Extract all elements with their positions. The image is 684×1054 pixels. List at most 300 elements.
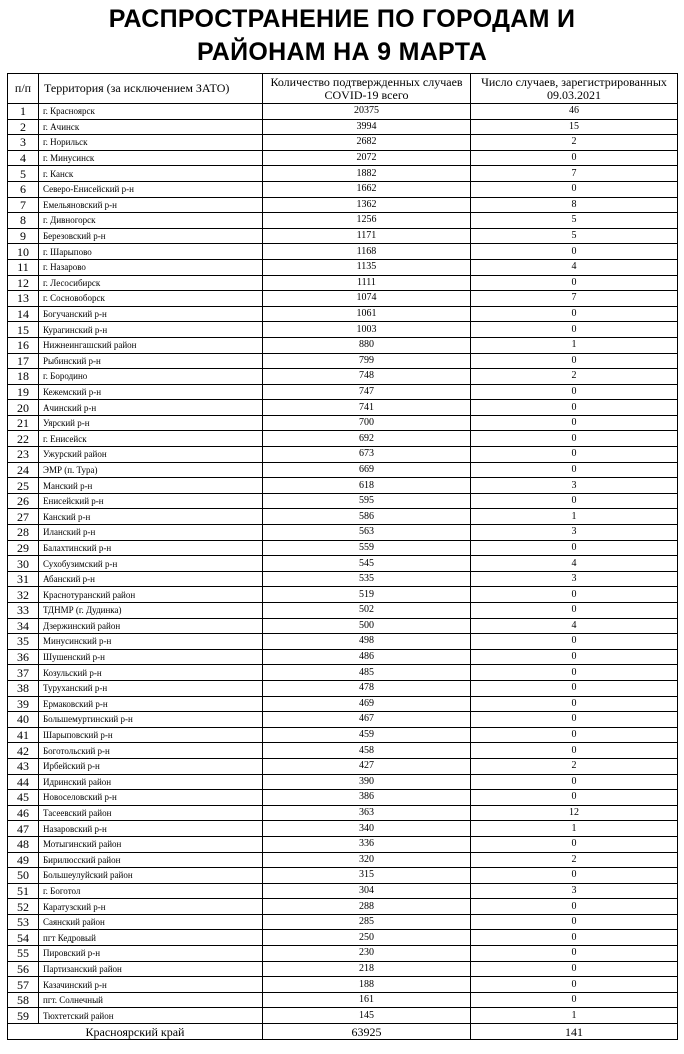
row-confirmed: 563 — [263, 525, 471, 541]
row-number: 27 — [8, 509, 39, 525]
table-row — [8, 119, 678, 135]
table-row — [8, 213, 678, 229]
row-number: 37 — [8, 665, 39, 681]
row-confirmed: 467 — [263, 712, 471, 728]
table-row — [8, 743, 678, 759]
row-daily: 0 — [471, 946, 678, 962]
row-confirmed: 545 — [263, 556, 471, 572]
table-row — [8, 400, 678, 416]
row-daily: 0 — [471, 977, 678, 993]
row-confirmed: 486 — [263, 649, 471, 665]
table-row — [8, 415, 678, 431]
row-confirmed: 1135 — [263, 259, 471, 275]
row-confirmed: 161 — [263, 992, 471, 1008]
row-territory: Нижнеингашский район — [39, 337, 263, 353]
row-confirmed: 1061 — [263, 306, 471, 322]
table-row — [8, 181, 678, 197]
row-confirmed: 386 — [263, 790, 471, 806]
row-daily: 0 — [471, 384, 678, 400]
row-number: 36 — [8, 649, 39, 665]
row-daily: 7 — [471, 166, 678, 182]
table-row — [8, 322, 678, 338]
row-territory: Балахтинский р-н — [39, 540, 263, 556]
row-territory: Шарыповский р-н — [39, 727, 263, 743]
row-number: 56 — [8, 961, 39, 977]
row-territory: Казачинский р-н — [39, 977, 263, 993]
row-daily: 0 — [471, 275, 678, 291]
row-daily: 0 — [471, 649, 678, 665]
header-row — [8, 74, 678, 104]
row-number: 54 — [8, 930, 39, 946]
row-number: 4 — [8, 150, 39, 166]
row-territory: Каратузский р-н — [39, 899, 263, 915]
row-territory: г. Енисейск — [39, 431, 263, 447]
row-territory: Партизанский район — [39, 961, 263, 977]
table-row — [8, 790, 678, 806]
row-daily: 0 — [471, 914, 678, 930]
row-territory: Богучанский р-н — [39, 306, 263, 322]
row-number: 31 — [8, 571, 39, 587]
table-row — [8, 337, 678, 353]
total-confirmed: 63925 — [263, 1024, 471, 1040]
row-territory: Дзержинский район — [39, 618, 263, 634]
row-territory: Туруханский р-н — [39, 680, 263, 696]
table-row — [8, 930, 678, 946]
row-daily: 0 — [471, 462, 678, 478]
document-title — [0, 3, 684, 69]
table-row — [8, 104, 678, 120]
row-number: 23 — [8, 447, 39, 463]
row-number: 30 — [8, 556, 39, 572]
table-row — [8, 805, 678, 821]
row-number: 22 — [8, 431, 39, 447]
row-territory: Ачинский р-н — [39, 400, 263, 416]
row-territory: Манский р-н — [39, 478, 263, 494]
row-territory: Абанский р-н — [39, 571, 263, 587]
row-number: 16 — [8, 337, 39, 353]
row-confirmed: 1111 — [263, 275, 471, 291]
row-confirmed: 880 — [263, 337, 471, 353]
table-row — [8, 259, 678, 275]
row-number: 34 — [8, 618, 39, 634]
row-number: 24 — [8, 462, 39, 478]
row-daily: 0 — [471, 774, 678, 790]
row-territory: Сухобузимский р-н — [39, 556, 263, 572]
row-territory: Уярский р-н — [39, 415, 263, 431]
row-daily: 1 — [471, 821, 678, 837]
row-number: 39 — [8, 696, 39, 712]
row-daily: 4 — [471, 556, 678, 572]
table-footer — [8, 1024, 678, 1040]
row-daily: 0 — [471, 899, 678, 915]
row-territory: Большеулуйский район — [39, 868, 263, 884]
table-row — [8, 369, 678, 385]
row-confirmed: 1171 — [263, 228, 471, 244]
row-confirmed: 288 — [263, 899, 471, 915]
row-territory: Рыбинский р-н — [39, 353, 263, 369]
row-daily: 0 — [471, 790, 678, 806]
row-number: 13 — [8, 291, 39, 307]
row-confirmed: 700 — [263, 415, 471, 431]
row-territory: Березовский р-н — [39, 228, 263, 244]
row-daily: 0 — [471, 696, 678, 712]
row-territory: Бирилюсский район — [39, 852, 263, 868]
table-row — [8, 961, 678, 977]
row-territory: пгт Кедровый — [39, 930, 263, 946]
row-daily: 3 — [471, 525, 678, 541]
table-row — [8, 478, 678, 494]
row-territory: Шушенский р-н — [39, 649, 263, 665]
row-daily: 0 — [471, 930, 678, 946]
row-daily: 0 — [471, 415, 678, 431]
table-row — [8, 899, 678, 915]
table-row — [8, 493, 678, 509]
row-number: 10 — [8, 244, 39, 260]
table-row — [8, 556, 678, 572]
row-number: 58 — [8, 992, 39, 1008]
row-territory: г. Бородино — [39, 369, 263, 385]
row-confirmed: 669 — [263, 462, 471, 478]
row-daily: 0 — [471, 244, 678, 260]
row-territory: г. Лесосибирск — [39, 275, 263, 291]
row-territory: Краснотуранский район — [39, 587, 263, 603]
row-confirmed: 519 — [263, 587, 471, 603]
row-number: 49 — [8, 852, 39, 868]
row-territory: г. Красноярск — [39, 104, 263, 120]
table-row — [8, 696, 678, 712]
row-confirmed: 469 — [263, 696, 471, 712]
row-number: 25 — [8, 478, 39, 494]
table-row — [8, 680, 678, 696]
table-row — [8, 447, 678, 463]
header-num: п/п — [8, 74, 39, 104]
row-number: 11 — [8, 259, 39, 275]
row-number: 47 — [8, 821, 39, 837]
row-territory: Курагинский р-н — [39, 322, 263, 338]
row-number: 45 — [8, 790, 39, 806]
table-row — [8, 135, 678, 151]
table-row — [8, 977, 678, 993]
row-daily: 0 — [471, 836, 678, 852]
row-number: 44 — [8, 774, 39, 790]
row-number: 51 — [8, 883, 39, 899]
row-daily: 1 — [471, 337, 678, 353]
row-number: 26 — [8, 493, 39, 509]
row-territory: пгт. Солнечный — [39, 992, 263, 1008]
row-daily: 0 — [471, 181, 678, 197]
row-confirmed: 535 — [263, 571, 471, 587]
row-daily: 0 — [471, 540, 678, 556]
row-confirmed: 2072 — [263, 150, 471, 166]
row-territory: г. Назарово — [39, 259, 263, 275]
table-row — [8, 431, 678, 447]
row-daily: 46 — [471, 104, 678, 120]
table-row — [8, 868, 678, 884]
title-line-1: РАСПРОСТРАНЕНИЕ ПО ГОРОДАМ И — [108, 5, 576, 33]
row-territory: Тасеевский район — [39, 805, 263, 821]
row-daily: 0 — [471, 150, 678, 166]
table-row — [8, 634, 678, 650]
row-confirmed: 1074 — [263, 291, 471, 307]
table-row — [8, 462, 678, 478]
table-header — [8, 74, 678, 104]
row-number: 14 — [8, 306, 39, 322]
row-daily: 3 — [471, 883, 678, 899]
table-row — [8, 603, 678, 619]
row-number: 38 — [8, 680, 39, 696]
table-row — [8, 275, 678, 291]
row-number: 7 — [8, 197, 39, 213]
row-daily: 0 — [471, 493, 678, 509]
table-row — [8, 166, 678, 182]
row-daily: 4 — [471, 618, 678, 634]
row-confirmed: 458 — [263, 743, 471, 759]
row-territory: Пировский р-н — [39, 946, 263, 962]
table-row — [8, 649, 678, 665]
row-territory: Идринский район — [39, 774, 263, 790]
row-number: 43 — [8, 758, 39, 774]
table-row — [8, 244, 678, 260]
table-row — [8, 525, 678, 541]
row-number: 8 — [8, 213, 39, 229]
row-daily: 12 — [471, 805, 678, 821]
row-daily: 0 — [471, 603, 678, 619]
title-line-2: РАЙОНАМ НА 9 МАРТА — [196, 38, 488, 66]
row-territory: ЭМР (п. Тура) — [39, 462, 263, 478]
table-row — [8, 306, 678, 322]
row-confirmed: 1003 — [263, 322, 471, 338]
row-territory: Северо-Енисейский р-н — [39, 181, 263, 197]
row-territory: Иланский р-н — [39, 525, 263, 541]
row-confirmed: 502 — [263, 603, 471, 619]
row-confirmed: 336 — [263, 836, 471, 852]
row-number: 9 — [8, 228, 39, 244]
total-row — [8, 1024, 678, 1040]
row-confirmed: 20375 — [263, 104, 471, 120]
row-confirmed: 427 — [263, 758, 471, 774]
row-number: 2 — [8, 119, 39, 135]
table-row — [8, 571, 678, 587]
row-territory: Тюхтетский район — [39, 1008, 263, 1024]
row-territory: г. Норильск — [39, 135, 263, 151]
row-daily: 3 — [471, 478, 678, 494]
row-number: 28 — [8, 525, 39, 541]
header-confirmed: Количество подтвержденных случаев COVID-19 всего — [263, 74, 471, 104]
row-confirmed: 285 — [263, 914, 471, 930]
row-territory: г. Шарыпово — [39, 244, 263, 260]
row-territory: Ирбейский р-н — [39, 758, 263, 774]
row-number: 6 — [8, 181, 39, 197]
row-daily: 0 — [471, 665, 678, 681]
row-daily: 2 — [471, 369, 678, 385]
row-number: 41 — [8, 727, 39, 743]
row-confirmed: 3994 — [263, 119, 471, 135]
row-territory: г. Боготол — [39, 883, 263, 899]
table-row — [8, 836, 678, 852]
table-row — [8, 774, 678, 790]
row-daily: 15 — [471, 119, 678, 135]
row-territory: Кежемский р-н — [39, 384, 263, 400]
row-daily: 0 — [471, 431, 678, 447]
row-confirmed: 340 — [263, 821, 471, 837]
row-territory: Козульский р-н — [39, 665, 263, 681]
row-daily: 0 — [471, 680, 678, 696]
total-daily: 141 — [471, 1024, 678, 1040]
table-row — [8, 228, 678, 244]
row-territory: Саянский район — [39, 914, 263, 930]
row-confirmed: 748 — [263, 369, 471, 385]
row-daily: 0 — [471, 447, 678, 463]
row-number: 32 — [8, 587, 39, 603]
row-number: 21 — [8, 415, 39, 431]
row-confirmed: 747 — [263, 384, 471, 400]
table-row — [8, 992, 678, 1008]
row-confirmed: 500 — [263, 618, 471, 634]
table-row — [8, 914, 678, 930]
row-territory: г. Канск — [39, 166, 263, 182]
row-daily: 5 — [471, 228, 678, 244]
row-daily: 0 — [471, 587, 678, 603]
row-number: 5 — [8, 166, 39, 182]
row-territory: г. Минусинск — [39, 150, 263, 166]
row-daily: 0 — [471, 961, 678, 977]
row-territory: г. Сосновоборск — [39, 291, 263, 307]
table-body — [8, 104, 678, 1024]
header-daily: Число случаев, зарегистрированных 09.03.2021 — [471, 74, 678, 104]
row-number: 55 — [8, 946, 39, 962]
header-territory: Территория (за исключением ЗАТО) — [39, 74, 263, 104]
table-row — [8, 384, 678, 400]
row-number: 1 — [8, 104, 39, 120]
row-confirmed: 188 — [263, 977, 471, 993]
row-confirmed: 586 — [263, 509, 471, 525]
row-territory: Большемуртинский р-н — [39, 712, 263, 728]
row-number: 33 — [8, 603, 39, 619]
row-territory: Новоселовский р-н — [39, 790, 263, 806]
row-daily: 5 — [471, 213, 678, 229]
row-confirmed: 618 — [263, 478, 471, 494]
row-territory: Минусинский р-н — [39, 634, 263, 650]
row-daily: 0 — [471, 400, 678, 416]
row-territory: Ужурский район — [39, 447, 263, 463]
row-daily: 0 — [471, 743, 678, 759]
table-row — [8, 883, 678, 899]
row-confirmed: 1256 — [263, 213, 471, 229]
total-label: Красноярский край — [8, 1024, 263, 1040]
row-number: 42 — [8, 743, 39, 759]
row-daily: 8 — [471, 197, 678, 213]
row-number: 46 — [8, 805, 39, 821]
row-daily: 3 — [471, 571, 678, 587]
row-confirmed: 459 — [263, 727, 471, 743]
row-confirmed: 1662 — [263, 181, 471, 197]
table-row — [8, 727, 678, 743]
row-daily: 0 — [471, 322, 678, 338]
row-confirmed: 498 — [263, 634, 471, 650]
row-daily: 0 — [471, 868, 678, 884]
row-daily: 2 — [471, 852, 678, 868]
row-territory: Канский р-н — [39, 509, 263, 525]
row-confirmed: 1882 — [263, 166, 471, 182]
table-row — [8, 712, 678, 728]
row-territory: Емельяновский р-н — [39, 197, 263, 213]
table-row — [8, 587, 678, 603]
row-number: 15 — [8, 322, 39, 338]
row-number: 19 — [8, 384, 39, 400]
table-row — [8, 509, 678, 525]
row-number: 12 — [8, 275, 39, 291]
row-confirmed: 741 — [263, 400, 471, 416]
row-daily: 0 — [471, 712, 678, 728]
row-number: 35 — [8, 634, 39, 650]
table-row — [8, 540, 678, 556]
row-number: 48 — [8, 836, 39, 852]
row-confirmed: 1362 — [263, 197, 471, 213]
row-confirmed: 230 — [263, 946, 471, 962]
row-territory: Ермаковский р-н — [39, 696, 263, 712]
row-confirmed: 485 — [263, 665, 471, 681]
row-confirmed: 315 — [263, 868, 471, 884]
table-row — [8, 353, 678, 369]
table-row — [8, 946, 678, 962]
row-confirmed: 692 — [263, 431, 471, 447]
row-confirmed: 145 — [263, 1008, 471, 1024]
table-row — [8, 821, 678, 837]
row-confirmed: 390 — [263, 774, 471, 790]
row-daily: 2 — [471, 135, 678, 151]
row-confirmed: 1168 — [263, 244, 471, 260]
row-number: 20 — [8, 400, 39, 416]
row-daily: 1 — [471, 509, 678, 525]
row-number: 17 — [8, 353, 39, 369]
row-daily: 1 — [471, 1008, 678, 1024]
row-confirmed: 320 — [263, 852, 471, 868]
row-number: 52 — [8, 899, 39, 915]
row-confirmed: 2682 — [263, 135, 471, 151]
row-territory: Мотыгинский район — [39, 836, 263, 852]
row-daily: 0 — [471, 306, 678, 322]
row-number: 50 — [8, 868, 39, 884]
row-confirmed: 595 — [263, 493, 471, 509]
table-row — [8, 665, 678, 681]
row-confirmed: 304 — [263, 883, 471, 899]
table-row — [8, 758, 678, 774]
row-confirmed: 363 — [263, 805, 471, 821]
row-confirmed: 478 — [263, 680, 471, 696]
row-daily: 0 — [471, 992, 678, 1008]
row-number: 29 — [8, 540, 39, 556]
row-territory: Енисейский р-н — [39, 493, 263, 509]
table-row — [8, 291, 678, 307]
row-territory: Назаровский р-н — [39, 821, 263, 837]
row-confirmed: 559 — [263, 540, 471, 556]
row-territory: г. Ачинск — [39, 119, 263, 135]
row-number: 3 — [8, 135, 39, 151]
row-number: 59 — [8, 1008, 39, 1024]
row-confirmed: 218 — [263, 961, 471, 977]
row-daily: 0 — [471, 353, 678, 369]
row-confirmed: 673 — [263, 447, 471, 463]
cases-table — [7, 73, 678, 1040]
row-daily: 7 — [471, 291, 678, 307]
row-daily: 4 — [471, 259, 678, 275]
row-territory: г. Дивногорск — [39, 213, 263, 229]
row-territory: Боготольский р-н — [39, 743, 263, 759]
table-row — [8, 852, 678, 868]
table-row — [8, 618, 678, 634]
row-number: 18 — [8, 369, 39, 385]
row-confirmed: 250 — [263, 930, 471, 946]
